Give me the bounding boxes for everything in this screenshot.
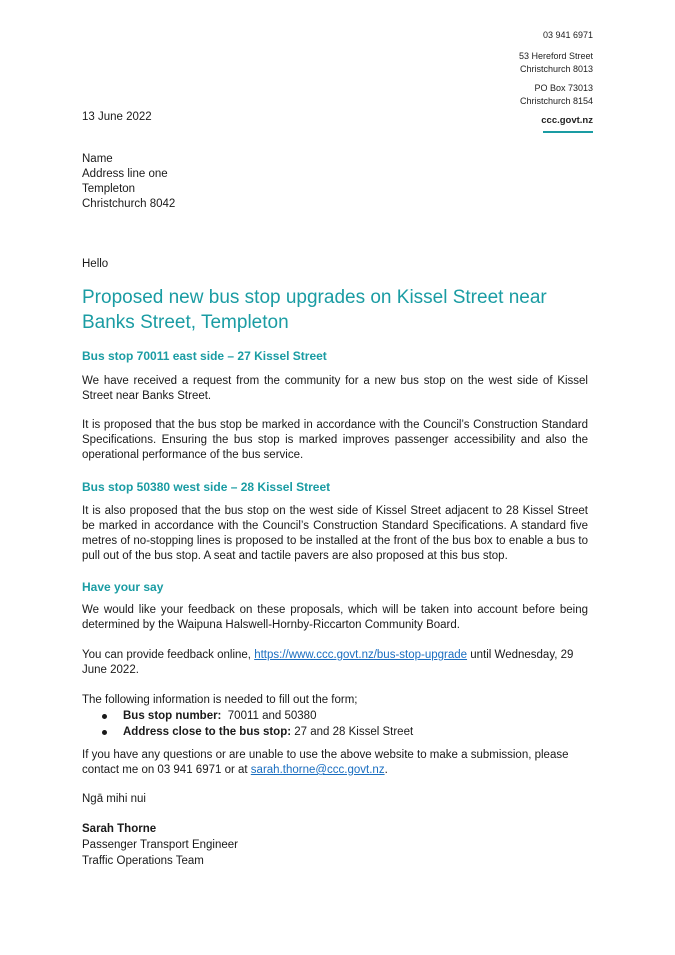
street-line-1: 53 Hereford Street (518, 51, 593, 61)
section-heading-have-your-say: Have your say (82, 580, 164, 594)
contact-prefix: If you have any questions or are unable to use the above website to make a submission, please contact me on 03 941 6971 or at (82, 749, 569, 776)
feedback-link[interactable]: https://www.ccc.govt.nz/bus-stop-upgrade (254, 649, 468, 661)
paragraph: It is also proposed that the bus stop on the west side of Kissel Street adjacent to 28 Kissel Street be marked in accordance with the Council’s Construction Standard Specifications. A standard five metres of no-stopping lines is proposed to be installed at the front of the bus box to enable a bus to pull out of the bus stop. A seat and tactile pavers are also proposed at this bus stop. (82, 505, 588, 562)
signer-role: Passenger Transport Engineer (82, 839, 238, 851)
signoff: Ngā mihi nui (82, 793, 146, 805)
bullet-icon (102, 714, 107, 719)
contact-paragraph (82, 748, 588, 778)
recipient-line: Templeton (82, 183, 136, 195)
info-list (100, 709, 413, 741)
letterhead-accent-rule (543, 131, 593, 133)
signature-block (82, 822, 238, 870)
bullet-icon (102, 730, 107, 735)
list-item (100, 709, 413, 725)
paragraph: It is proposed that the bus stop be marked in accordance with the Council’s Construction Standard Specifications. Ensuring the bus stop is marked improves passenger accessibility and also the operational performance of the bus service. (82, 419, 588, 461)
po-line-2: Christchurch 8154 (519, 96, 593, 106)
greeting: Hello (82, 258, 109, 270)
letterhead-street-address (519, 50, 593, 76)
paragraph: We would like your feedback on these proposals, which will be taken into account before being determined by the Waipuna Halswell-Hornby-Riccarton Community Board. (82, 604, 588, 631)
letterhead-website: ccc.govt.nz (541, 115, 593, 126)
recipient-address (82, 152, 175, 212)
info-intro: The following information is needed to fill out the form; (82, 694, 358, 706)
feedback-prefix: You can provide feedback online, (82, 649, 255, 661)
list-item-value: 27 and 28 Kissel Street (291, 726, 414, 738)
list-item-value: 70011 and 50380 (221, 710, 317, 722)
street-line-2: Christchurch 8013 (519, 64, 593, 74)
feedback-suffix: until Wednesday, 29 June 2022. (82, 649, 574, 676)
contact-email-link[interactable]: sarah.thorne@ccc.govt.nz (250, 764, 385, 776)
signer-name: Sarah Thorne (82, 823, 157, 835)
list-item (100, 725, 413, 741)
letter-title: Proposed new bus stop upgrades on Kissel Street near Banks Street, Templeton (82, 287, 547, 333)
letterhead-phone: 03 941 6971 (542, 30, 593, 40)
recipient-line: Name (82, 153, 113, 165)
list-item-label: Address close to the bus stop: (123, 726, 292, 738)
list-item-label: Bus stop number: (123, 710, 222, 722)
contact-suffix: . (384, 764, 388, 776)
po-line-1: PO Box 73013 (534, 83, 593, 93)
recipient-line: Christchurch 8042 (82, 198, 176, 210)
recipient-line: Address line one (82, 168, 168, 180)
signer-team: Traffic Operations Team (82, 855, 204, 867)
section-heading-bus-stop-50380: Bus stop 50380 west side – 28 Kissel Street (82, 480, 331, 494)
paragraph: We have received a request from the community for a new bus stop on the west side of Kissel Street near Banks Street. (82, 375, 588, 402)
letterhead-po-box (520, 82, 593, 108)
feedback-paragraph (82, 648, 588, 678)
section-heading-bus-stop-70011: Bus stop 70011 east side – 27 Kissel Street (82, 349, 327, 363)
letter-date: 13 June 2022 (82, 111, 152, 123)
